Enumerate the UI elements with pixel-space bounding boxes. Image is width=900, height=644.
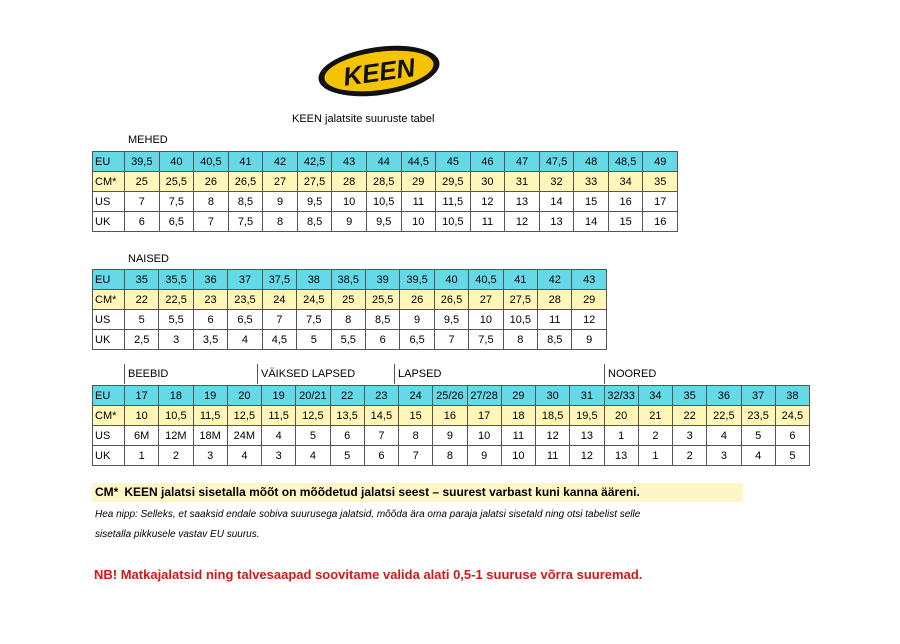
size-cell: 8,5 (297, 212, 332, 232)
men-section-label: MEHED (128, 134, 168, 146)
size-cell: 19 (193, 386, 227, 406)
size-row-eu (93, 152, 678, 172)
size-row-eu (93, 270, 607, 290)
row-label: UK (93, 330, 125, 350)
size-cell: 10 (401, 212, 436, 232)
size-cell: 7,5 (469, 330, 503, 350)
size-cell: 25 (331, 290, 365, 310)
size-cell: 16 (433, 406, 467, 426)
size-cell: 18 (159, 386, 193, 406)
size-cell: 5 (741, 426, 775, 446)
size-cell: 4,5 (262, 330, 296, 350)
size-cell: 18M (193, 426, 227, 446)
size-cell: 7 (262, 310, 296, 330)
women-section-label: NAISED (128, 253, 169, 265)
kids-group-vaiksed-lapsed: VÄIKSED LAPSED (261, 368, 356, 380)
size-cell: 5 (296, 426, 330, 446)
size-cell: 12 (572, 310, 606, 330)
size-cell: 40,5 (469, 270, 503, 290)
size-cell: 11,5 (193, 406, 227, 426)
size-cell: 12,5 (227, 406, 261, 426)
size-cell: 45 (436, 152, 471, 172)
size-cell: 31 (570, 386, 604, 406)
size-cell: 24,5 (775, 406, 809, 426)
kids-group-noored: NOORED (608, 368, 657, 380)
size-cell: 3 (193, 446, 227, 466)
size-row-cm (93, 406, 810, 426)
size-cell: 6 (125, 212, 160, 232)
size-cell: 32 (539, 172, 574, 192)
size-cell: 10,5 (366, 192, 401, 212)
size-cell: 9 (433, 426, 467, 446)
size-cell: 2 (159, 446, 193, 466)
size-cell: 4 (228, 330, 262, 350)
size-cell: 6,5 (400, 330, 434, 350)
row-label: US (93, 310, 125, 330)
size-cell: 13 (570, 426, 604, 446)
row-label: UK (93, 212, 125, 232)
size-cell: 6 (365, 330, 399, 350)
kids-group-lapsed: LAPSED (398, 368, 442, 380)
row-label: UK (93, 446, 125, 466)
group-divider (604, 364, 605, 384)
size-cell: 22 (673, 406, 707, 426)
size-cell: 26 (400, 290, 434, 310)
group-divider (257, 364, 258, 384)
size-cell: 36 (193, 270, 227, 290)
size-cell: 27 (263, 172, 298, 192)
size-cell: 5,5 (331, 330, 365, 350)
size-cell: 22 (125, 290, 159, 310)
size-cell: 12 (536, 426, 570, 446)
size-cell: 17 (643, 192, 678, 212)
size-cell: 5,5 (159, 310, 193, 330)
size-cell: 10 (501, 446, 535, 466)
group-divider (124, 364, 125, 384)
size-cell: 43 (332, 152, 367, 172)
size-cell: 12 (505, 212, 540, 232)
size-cell: 6 (775, 426, 809, 446)
size-cell: 8 (433, 446, 467, 466)
women-size-table (92, 269, 607, 350)
size-row-uk (93, 446, 810, 466)
size-cell: 6 (364, 446, 398, 466)
size-row-uk (93, 212, 678, 232)
size-cell: 6,5 (228, 310, 262, 330)
size-cell: 37 (228, 270, 262, 290)
size-cell: 29 (572, 290, 606, 310)
size-cell: 4 (741, 446, 775, 466)
size-cell: 7,5 (228, 212, 263, 232)
size-row-us (93, 310, 607, 330)
size-cell: 27 (469, 290, 503, 310)
size-cell: 42,5 (297, 152, 332, 172)
size-cell: 11 (401, 192, 436, 212)
size-cell: 15 (608, 212, 643, 232)
size-cell: 44 (366, 152, 401, 172)
size-cell: 17 (467, 406, 501, 426)
size-cell: 28 (332, 172, 367, 192)
size-cell: 6 (193, 310, 227, 330)
size-cell: 9 (400, 310, 434, 330)
size-cell: 1 (604, 426, 638, 446)
size-cell: 38,5 (331, 270, 365, 290)
size-cell: 4 (707, 426, 741, 446)
size-cell: 5 (125, 310, 159, 330)
size-cell: 13 (604, 446, 638, 466)
size-cell: 34 (608, 172, 643, 192)
size-cell: 46 (470, 152, 505, 172)
size-cell: 2,5 (125, 330, 159, 350)
tip-text-line-2: sisetalla pikkusele vastav EU suurus. (95, 529, 260, 540)
size-cell: 16 (643, 212, 678, 232)
size-cell: 37,5 (262, 270, 296, 290)
size-cell: 39,5 (400, 270, 434, 290)
size-cell: 22,5 (159, 290, 193, 310)
row-label: CM* (93, 290, 125, 310)
size-row-cm (93, 172, 678, 192)
size-cell: 4 (227, 446, 261, 466)
size-row-eu (93, 386, 810, 406)
size-cell: 20 (227, 386, 261, 406)
size-row-us (93, 192, 678, 212)
size-cell: 29,5 (436, 172, 471, 192)
size-cell: 10 (332, 192, 367, 212)
size-cell: 13 (539, 212, 574, 232)
size-cell: 5 (775, 446, 809, 466)
size-cell: 1 (638, 446, 672, 466)
row-label: CM* (93, 172, 125, 192)
size-cell: 7 (364, 426, 398, 446)
size-cell: 35,5 (159, 270, 193, 290)
row-label: EU (93, 152, 125, 172)
size-cell: 39,5 (125, 152, 160, 172)
size-cell: 31 (505, 172, 540, 192)
size-cell: 11 (470, 212, 505, 232)
size-cell: 35 (643, 172, 678, 192)
group-divider (394, 364, 395, 384)
size-cell: 11 (536, 446, 570, 466)
size-cell: 10,5 (436, 212, 471, 232)
size-cell: 41 (228, 152, 263, 172)
tip-text-line-1: Hea nipp: Selleks, et saaksid endale sobiva suurusega jalatsid, mõõda ära oma paraja jalatsi sisetald ning otsi tabelist selle (95, 509, 641, 520)
size-cell: 41 (503, 270, 537, 290)
size-cell: 38 (297, 270, 331, 290)
size-cell: 48,5 (608, 152, 643, 172)
page-title: KEEN jalatsite suuruste tabel (292, 113, 435, 125)
size-cell: 3 (262, 446, 296, 466)
size-row-us (93, 426, 810, 446)
size-cell: 26 (194, 172, 229, 192)
size-cell: 25,5 (159, 172, 194, 192)
size-cell: 37 (741, 386, 775, 406)
size-cell: 22,5 (707, 406, 741, 426)
warning-note: NB! Matkajalatsid ning talvesaapad soovitame valida alati 0,5-1 suuruse võrra suuremad. (94, 567, 643, 582)
men-size-table (92, 151, 678, 232)
size-cell: 8,5 (365, 310, 399, 330)
size-cell: 14,5 (364, 406, 398, 426)
size-cell: 42 (538, 270, 572, 290)
size-cell: 16 (608, 192, 643, 212)
size-cell: 39 (365, 270, 399, 290)
size-cell: 1 (125, 446, 159, 466)
size-cell: 7 (194, 212, 229, 232)
size-cell: 12 (470, 192, 505, 212)
size-cell: 36 (707, 386, 741, 406)
size-cell: 8 (399, 426, 433, 446)
size-cell: 40 (434, 270, 468, 290)
size-cell: 4 (262, 426, 296, 446)
size-cell: 6 (330, 426, 364, 446)
size-cell: 10 (125, 406, 159, 426)
size-cell: 8 (194, 192, 229, 212)
size-cell: 6M (125, 426, 159, 446)
size-cell: 30 (536, 386, 570, 406)
size-cell: 24 (399, 386, 433, 406)
size-cell: 21 (638, 406, 672, 426)
size-cell: 8 (503, 330, 537, 350)
kids-group-beebid: BEEBID (128, 368, 169, 380)
size-cell: 12,5 (296, 406, 330, 426)
size-cell: 43 (572, 270, 606, 290)
size-cell: 30 (470, 172, 505, 192)
size-cell: 8,5 (228, 192, 263, 212)
size-cell: 2 (638, 426, 672, 446)
size-cell: 22 (330, 386, 364, 406)
size-cell: 11,5 (436, 192, 471, 212)
row-label: US (93, 426, 125, 446)
row-label: EU (93, 386, 125, 406)
size-cell: 6,5 (159, 212, 194, 232)
size-cell: 10 (469, 310, 503, 330)
size-cell: 7 (399, 446, 433, 466)
size-cell: 7,5 (297, 310, 331, 330)
size-cell: 7 (434, 330, 468, 350)
size-cell: 44,5 (401, 152, 436, 172)
size-cell: 23 (193, 290, 227, 310)
size-cell: 25 (125, 172, 160, 192)
size-row-cm (93, 290, 607, 310)
size-cell: 8 (331, 310, 365, 330)
size-cell: 13,5 (330, 406, 364, 426)
size-cell: 3 (159, 330, 193, 350)
size-cell: 9 (263, 192, 298, 212)
size-cell: 3,5 (193, 330, 227, 350)
size-cell: 20/21 (296, 386, 330, 406)
size-cell: 25,5 (365, 290, 399, 310)
size-cell: 10,5 (159, 406, 193, 426)
size-cell: 12 (570, 446, 604, 466)
size-cell: 26,5 (228, 172, 263, 192)
size-cell: 34 (638, 386, 672, 406)
size-cell: 11 (538, 310, 572, 330)
size-cell: 20 (604, 406, 638, 426)
row-label: EU (93, 270, 125, 290)
size-cell: 26,5 (434, 290, 468, 310)
size-cell: 11 (501, 426, 535, 446)
size-cell: 15 (574, 192, 609, 212)
size-cell: 9,5 (366, 212, 401, 232)
size-cell: 35 (125, 270, 159, 290)
size-cell: 35 (673, 386, 707, 406)
size-cell: 18 (501, 406, 535, 426)
size-cell: 27/28 (467, 386, 501, 406)
size-cell: 3 (673, 426, 707, 446)
size-cell: 49 (643, 152, 678, 172)
size-cell: 40 (159, 152, 194, 172)
size-cell: 14 (539, 192, 574, 212)
svg-text:KEEN: KEEN (341, 52, 418, 92)
size-cell: 24 (262, 290, 296, 310)
size-cell: 28 (538, 290, 572, 310)
size-cell: 32/33 (604, 386, 638, 406)
size-cell: 29 (501, 386, 535, 406)
keen-logo (316, 44, 442, 98)
size-cell: 42 (263, 152, 298, 172)
row-label: CM* (93, 406, 125, 426)
cm-tag: CM* (95, 485, 119, 499)
size-cell: 27,5 (297, 172, 332, 192)
size-cell: 5 (297, 330, 331, 350)
size-cell: 28,5 (366, 172, 401, 192)
size-cell: 14 (574, 212, 609, 232)
size-cell: 7,5 (159, 192, 194, 212)
cm-note (92, 483, 743, 502)
size-cell: 10,5 (503, 310, 537, 330)
size-cell: 33 (574, 172, 609, 192)
size-cell: 7 (125, 192, 160, 212)
size-cell: 13 (505, 192, 540, 212)
size-cell: 27,5 (503, 290, 537, 310)
cm-note-text: KEEN jalatsi sisetalla mõõt on mõõdetud jalatsi seest – suurest varbast kuni kanna ääreni. (124, 485, 640, 499)
size-cell: 9 (572, 330, 606, 350)
size-cell: 11,5 (262, 406, 296, 426)
size-cell: 23,5 (741, 406, 775, 426)
size-cell: 5 (330, 446, 364, 466)
row-label: US (93, 192, 125, 212)
size-cell: 3 (707, 446, 741, 466)
size-cell: 8,5 (538, 330, 572, 350)
size-cell: 12M (159, 426, 193, 446)
size-row-uk (93, 330, 607, 350)
size-cell: 23 (364, 386, 398, 406)
size-cell: 24,5 (297, 290, 331, 310)
size-cell: 8 (263, 212, 298, 232)
size-cell: 15 (399, 406, 433, 426)
size-cell: 38 (775, 386, 809, 406)
size-cell: 23,5 (228, 290, 262, 310)
size-cell: 47,5 (539, 152, 574, 172)
size-cell: 19 (262, 386, 296, 406)
size-cell: 19,5 (570, 406, 604, 426)
size-cell: 24M (227, 426, 261, 446)
size-cell: 17 (125, 386, 159, 406)
size-cell: 9 (467, 446, 501, 466)
size-cell: 47 (505, 152, 540, 172)
size-cell: 9 (332, 212, 367, 232)
size-cell: 10 (467, 426, 501, 446)
size-cell: 9,5 (297, 192, 332, 212)
size-cell: 4 (296, 446, 330, 466)
size-cell: 25/26 (433, 386, 467, 406)
size-cell: 18,5 (536, 406, 570, 426)
kids-size-table (92, 385, 810, 466)
size-cell: 9,5 (434, 310, 468, 330)
size-cell: 29 (401, 172, 436, 192)
size-cell: 40,5 (194, 152, 229, 172)
size-cell: 2 (673, 446, 707, 466)
size-cell: 48 (574, 152, 609, 172)
